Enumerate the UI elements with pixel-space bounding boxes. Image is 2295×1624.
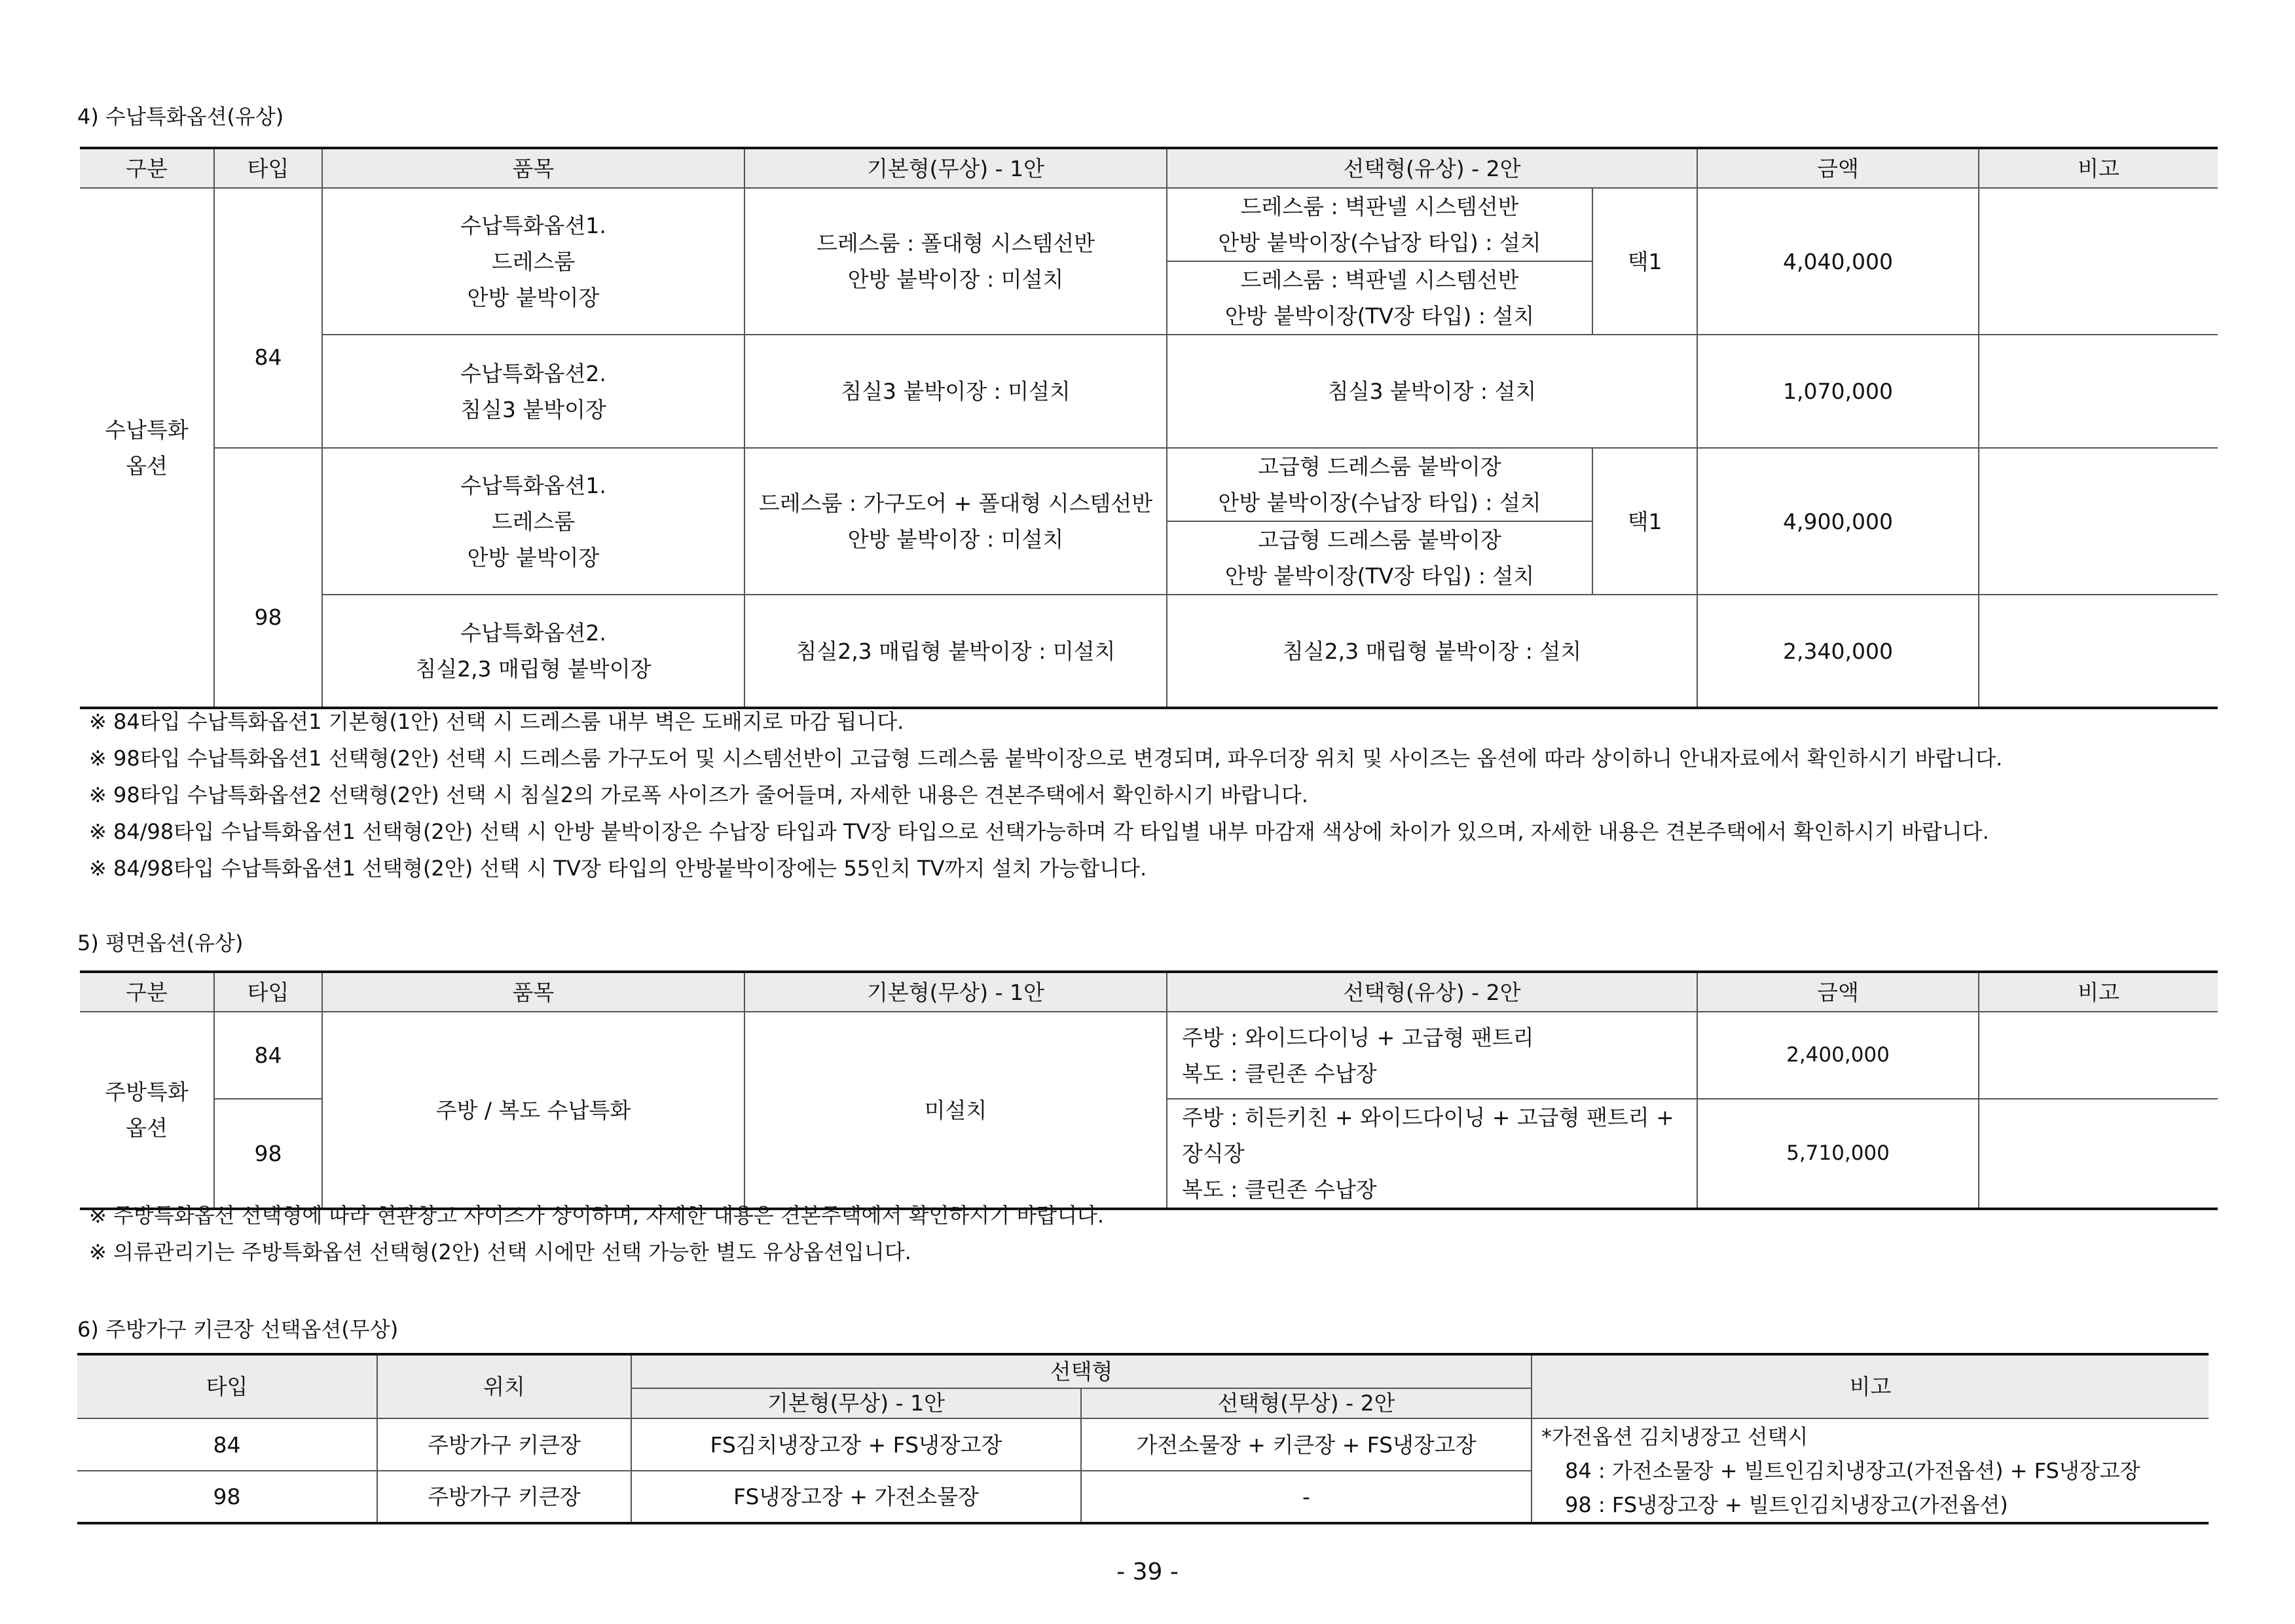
header-row xyxy=(80,148,2218,188)
note-cell xyxy=(1979,188,2218,335)
table-row xyxy=(80,335,2218,448)
price-cell: 4,900,000 xyxy=(1697,448,1979,595)
note-cell xyxy=(1979,1012,2218,1099)
note-line: ※ 주방특화옵션 선택형에 따라 현관창고 사이즈가 상이하며, 자세한 내용은 견본주택에서 확인하시기 바랍니다. xyxy=(89,1203,1105,1228)
type-84-cell: 84 xyxy=(214,1012,322,1099)
type-84-cell: 84 xyxy=(77,1418,377,1471)
note-cell xyxy=(1979,1099,2218,1209)
selectable-option-cell: 고급형 드레스룸 붙박이장 안방 붙박이장(TV장 타입) : 설치 xyxy=(1167,521,1592,595)
basic-option-cell: 미설치 xyxy=(744,1012,1167,1209)
note-cell xyxy=(1532,1418,2209,1523)
header-item: 품목 xyxy=(322,148,744,188)
note-line: ※ 84/98타입 수납특화옵션1 선택형(2안) 선택 시 안방 붙박이장은 수납장 타입과 TV장 타입으로 선택가능하며 각 타입별 내부 마감재 색상에 차이가 있으며, 자세한 내용은 견본주택에서 확인하시기 바랍니다. xyxy=(89,819,1989,844)
header-price: 금액 xyxy=(1697,972,1979,1012)
table-row xyxy=(77,1418,2209,1471)
price-cell: 4,040,000 xyxy=(1697,188,1979,335)
note-cell xyxy=(1979,335,2218,448)
location-cell: 주방가구 키큰장 xyxy=(377,1418,631,1471)
price-cell: 5,710,000 xyxy=(1697,1099,1979,1209)
basic-option-cell: 드레스룸 : 가구도어 + 폴대형 시스템선반 안방 붙박이장 : 미설치 xyxy=(744,448,1167,595)
header-sel: 선택형(무상) - 2안 xyxy=(1081,1388,1532,1418)
header-note: 비고 xyxy=(1979,148,2218,188)
category-cell: 주방특화 옵션 xyxy=(80,1012,214,1209)
header-type: 타입 xyxy=(77,1354,377,1418)
header-note: 비고 xyxy=(1532,1354,2209,1418)
note-line: ※ 98타입 수납특화옵션2 선택형(2안) 선택 시 침실2의 가로폭 사이즈가 줄어들며, 자세한 내용은 견본주택에서 확인하시기 바랍니다. xyxy=(89,783,1308,807)
selectable-option-cell: 침실3 붙박이장 : 설치 xyxy=(1167,335,1697,448)
choice-cell: 택1 xyxy=(1592,448,1697,595)
basic-option-cell: FS냉장고장 + 가전소물장 xyxy=(631,1471,1081,1523)
selectable-option-cell: 드레스룸 : 벽판넬 시스템선반 안방 붙박이장(TV장 타입) : 설치 xyxy=(1167,261,1592,335)
table-row xyxy=(80,1012,2218,1099)
type-98-cell: 98 xyxy=(214,1099,322,1209)
section-4-notes xyxy=(89,703,2002,887)
table-row xyxy=(80,188,2218,261)
selectable-option-cell: 주방 : 와이드다이닝 + 고급형 팬트리 복도 : 클린존 수납장 xyxy=(1167,1012,1697,1099)
header-category: 구분 xyxy=(80,148,214,188)
note-cell xyxy=(1979,448,2218,595)
note-cell xyxy=(1979,595,2218,708)
header-selectable: 선택형 xyxy=(631,1354,1532,1388)
header-location: 위치 xyxy=(377,1354,631,1418)
basic-option-cell: FS김치냉장고장 + FS냉장고장 xyxy=(631,1418,1081,1471)
floorplan-option-table xyxy=(80,970,2218,1210)
location-cell: 주방가구 키큰장 xyxy=(377,1471,631,1523)
price-cell: 2,400,000 xyxy=(1697,1012,1979,1099)
item-cell: 수납특화옵션1. 드레스룸 안방 붙박이장 xyxy=(322,448,744,595)
header-item: 품목 xyxy=(322,972,744,1012)
basic-option-cell: 침실3 붙박이장 : 미설치 xyxy=(744,335,1167,448)
header-note: 비고 xyxy=(1979,972,2218,1012)
header-row xyxy=(80,972,2218,1012)
header-type: 타입 xyxy=(214,148,322,188)
selectable-option-cell: - xyxy=(1081,1471,1532,1523)
choice-cell: 택1 xyxy=(1592,188,1697,335)
section-5-title: 5) 평면옵션(유상) xyxy=(77,931,244,955)
header-price: 금액 xyxy=(1697,148,1979,188)
section-4-title: 4) 수납특화옵션(유상) xyxy=(77,104,284,129)
section-5-notes xyxy=(89,1197,1104,1270)
note-line: 84 : 가전소물장 + 빌트인김치냉장고(가전옵션) + FS냉장고장 xyxy=(1565,1458,2140,1483)
category-cell: 수납특화 옵션 xyxy=(80,188,214,708)
note-line: *가전옵션 김치냉장고 선택시 xyxy=(1541,1424,1808,1449)
storage-option-table xyxy=(80,147,2218,709)
header-row xyxy=(77,1354,2209,1388)
basic-option-cell: 드레스룸 : 폴대형 시스템선반 안방 붙박이장 : 미설치 xyxy=(744,188,1167,335)
selectable-option-cell: 드레스룸 : 벽판넬 시스템선반 안방 붙박이장(수납장 타입) : 설치 xyxy=(1167,188,1592,261)
kitchen-cabinet-option-table xyxy=(77,1353,2209,1524)
table-row xyxy=(80,448,2218,521)
header-category: 구분 xyxy=(80,972,214,1012)
selectable-option-cell: 주방 : 히든키친 + 와이드다이닝 + 고급형 팬트리 + 장식장 복도 : 클린존 수납장 xyxy=(1167,1099,1697,1209)
note-line: 98 : FS냉장고장 + 빌트인김치냉장고(가전옵션) xyxy=(1565,1492,2008,1517)
type-98-cell: 98 xyxy=(214,448,322,708)
section-6-title: 6) 주방가구 키큰장 선택옵션(무상) xyxy=(77,1317,399,1342)
header-basic: 기본형(무상) - 1안 xyxy=(631,1388,1081,1418)
note-line: ※ 의류관리기는 주방특화옵션 선택형(2안) 선택 시에만 선택 가능한 별도 유상옵션입니다. xyxy=(89,1240,911,1264)
header-selectable: 선택형(유상) - 2안 xyxy=(1167,972,1697,1012)
type-98-cell: 98 xyxy=(77,1471,377,1523)
header-selectable: 선택형(유상) - 2안 xyxy=(1167,148,1697,188)
header-type: 타입 xyxy=(214,972,322,1012)
item-cell: 수납특화옵션1. 드레스룸 안방 붙박이장 xyxy=(322,188,744,335)
table-row xyxy=(80,595,2218,708)
basic-option-cell: 침실2,3 매립형 붙박이장 : 미설치 xyxy=(744,595,1167,708)
item-cell: 수납특화옵션2. 침실2,3 매립형 붙박이장 xyxy=(322,595,744,708)
item-cell: 수납특화옵션2. 침실3 붙박이장 xyxy=(322,335,744,448)
selectable-option-cell: 고급형 드레스룸 붙박이장 안방 붙박이장(수납장 타입) : 설치 xyxy=(1167,448,1592,521)
header-basic: 기본형(무상) - 1안 xyxy=(744,148,1167,188)
header-basic: 기본형(무상) - 1안 xyxy=(744,972,1167,1012)
price-cell: 2,340,000 xyxy=(1697,595,1979,708)
selectable-option-cell: 가전소물장 + 키큰장 + FS냉장고장 xyxy=(1081,1418,1532,1471)
note-line: ※ 84타입 수납특화옵션1 기본형(1안) 선택 시 드레스룸 내부 벽은 도배지로 마감 됩니다. xyxy=(89,709,904,734)
note-line: ※ 84/98타입 수납특화옵션1 선택형(2안) 선택 시 TV장 타입의 안방붙박이장에는 55인치 TV까지 설치 가능합니다. xyxy=(89,856,1147,881)
page-number: - 39 - xyxy=(1116,1559,1179,1585)
type-84-cell: 84 xyxy=(214,188,322,448)
item-cell: 주방 / 복도 수납특화 xyxy=(322,1012,744,1209)
price-cell: 1,070,000 xyxy=(1697,335,1979,448)
note-line: ※ 98타입 수납특화옵션1 선택형(2안) 선택 시 드레스룸 가구도어 및 시스템선반이 고급형 드레스룸 붙박이장으로 변경되며, 파우더장 위치 및 사이즈는 옵션에 따라 상이하니 안내자료에서 확인하시기 바랍니다. xyxy=(89,746,2003,771)
selectable-option-cell: 침실2,3 매립형 붙박이장 : 설치 xyxy=(1167,595,1697,708)
